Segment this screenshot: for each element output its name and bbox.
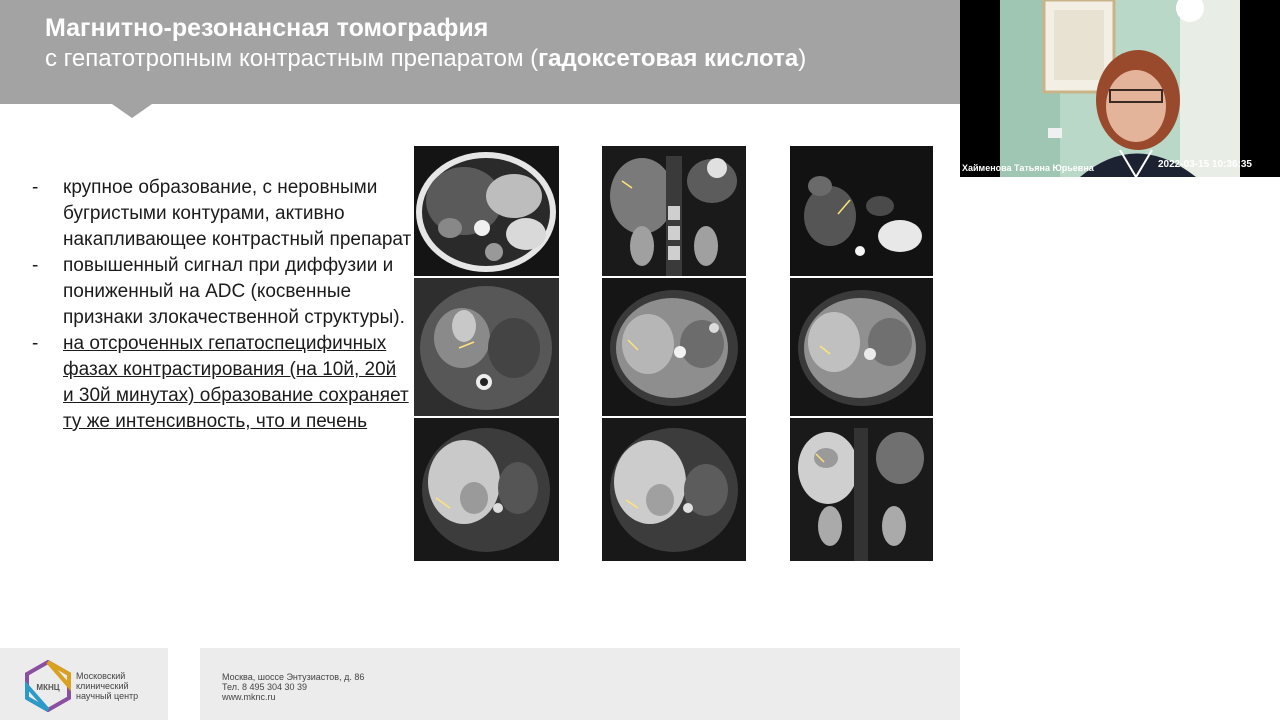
mri-coronal-t2-image [602,146,746,276]
findings-list [32,175,412,435]
mri-axial-t2-image [414,146,559,276]
webcam-video[interactable] [960,0,1280,177]
slide-title: Магнитно-резонансная томография [45,14,489,42]
participant-name: Хайменова Татьяна Юрьевна [962,163,1094,173]
footer-website: www.mknc.ru [222,692,276,702]
footer-address: Москва, шоссе Энтузиастов, д. 86 [222,672,365,682]
mri-adc-image [414,278,559,416]
mri-hepatobiliary-10min-image [414,418,559,561]
logo-caption: Московский клинический научный центр [76,671,139,701]
footer-phone: Тел. 8 495 304 30 39 [222,682,308,692]
mri-hepatobiliary-20min-image [602,418,746,561]
finding-item: - крупное образование, с неровными бугристыми контурами, активно накапливающее контрастный препарат [32,175,412,253]
footer-contacts [222,672,364,702]
mri-dwi-image [790,146,933,276]
mri-arterial-phase-image [602,278,746,416]
finding-item: - повышенный сигнал при диффузии и пониженный на ADC (косвенные признаки злокачественной структуры). [32,253,412,331]
mri-hepatobiliary-coronal-image [790,418,933,561]
mri-venous-phase-image [790,278,933,416]
finding-item: - на отсроченных гепатоспецифичных фазах контрастирования (на 10й, 20й и 30й минутах) образование сохраняет ту же интенсивность, что и печень [32,331,412,435]
slide-header [0,0,960,104]
header-pointer [112,104,152,118]
mknc-logo-icon [24,660,72,712]
video-timestamp: 2022-03-15 10:36:35 [1158,159,1252,170]
slide-subtitle: с гепатотропным контрастным препаратом (гадоксетовая кислота) [45,45,807,72]
logo-abbreviation: МКНЦ [36,683,60,692]
